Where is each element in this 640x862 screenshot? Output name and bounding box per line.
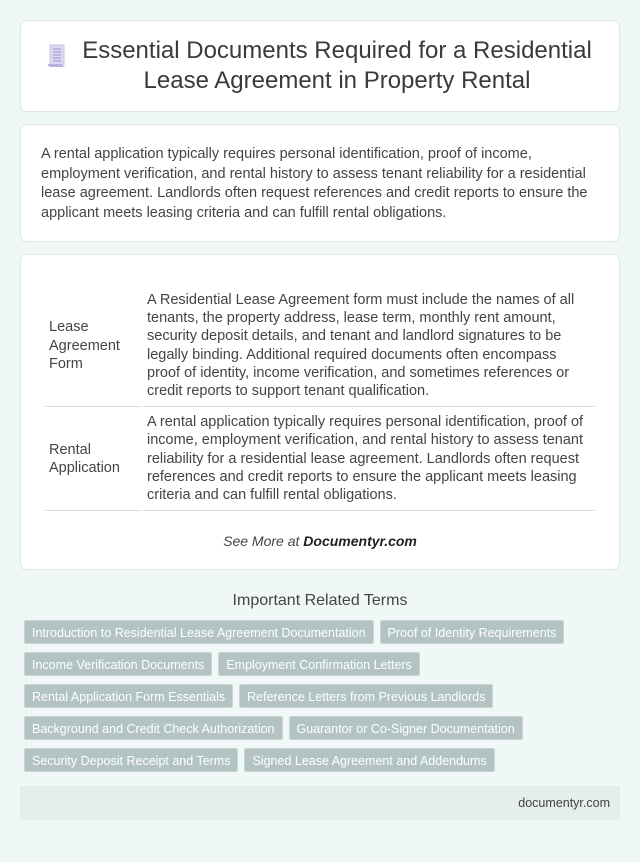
document-description: A rental application typically requires personal identification, proof of income, employment verification, and rental history to assess tenant reliability for a residential lease agreement. Landlords often request references and credit reports to ensure the applicant meets leasing criteria and can fulfill rental obligations. — [143, 407, 595, 511]
see-more-prefix: See More at — [223, 533, 304, 550]
document-name: Rental Application — [45, 407, 141, 511]
table-row — [45, 407, 595, 511]
intro-text: A rental application typically requires personal identification, proof of income, employment verification, and rental history to assess tenant reliability for a residential lease agreement. Landlords often request references and credit reports to ensure the applicant meets leasing criteria and can fulfill rental obligations. — [41, 146, 588, 221]
documents-table-card — [20, 254, 620, 570]
related-term-tag[interactable]: Reference Letters from Previous Landlords — [239, 684, 493, 708]
page-title: Essential Documents Required for a Residential Lease Agreement in Property Rental — [82, 37, 592, 94]
table-row — [45, 275, 595, 407]
documents-table — [43, 275, 597, 511]
footer-site-link[interactable]: documentyr.com — [518, 796, 610, 811]
see-more-link[interactable]: Documentyr.com — [303, 533, 417, 550]
related-term-tag[interactable]: Proof of Identity Requirements — [380, 620, 565, 644]
related-term-tag[interactable]: Background and Credit Check Authorization — [24, 716, 283, 740]
related-term-tag[interactable]: Introduction to Residential Lease Agreement Documentation — [24, 620, 374, 644]
related-term-tag[interactable]: Signed Lease Agreement and Addendums — [244, 748, 494, 772]
see-more — [43, 533, 597, 549]
related-term-tag[interactable]: Employment Confirmation Letters — [218, 652, 420, 676]
related-term-tag[interactable]: Rental Application Form Essentials — [24, 684, 233, 708]
related-terms-heading: Important Related Terms — [232, 592, 408, 610]
title-card — [20, 20, 620, 112]
document-icon — [47, 44, 67, 68]
related-terms-list — [20, 620, 620, 772]
document-description: A Residential Lease Agreement form must include the names of all tenants, the property address, lease term, monthly rent amount, security deposit details, and tenant and landlord signatures to be legally binding. Additional required documents often encompass proof of identity, income verification, and sometimes references or credit reports to support tenant qualification. — [143, 275, 595, 407]
footer — [20, 786, 620, 820]
intro-card — [20, 124, 620, 242]
related-term-tag[interactable]: Security Deposit Receipt and Terms — [24, 748, 238, 772]
related-term-tag[interactable]: Guarantor or Co-Signer Documentation — [289, 716, 523, 740]
related-term-tag[interactable]: Income Verification Documents — [24, 652, 212, 676]
document-name: Lease Agreement Form — [45, 275, 141, 407]
